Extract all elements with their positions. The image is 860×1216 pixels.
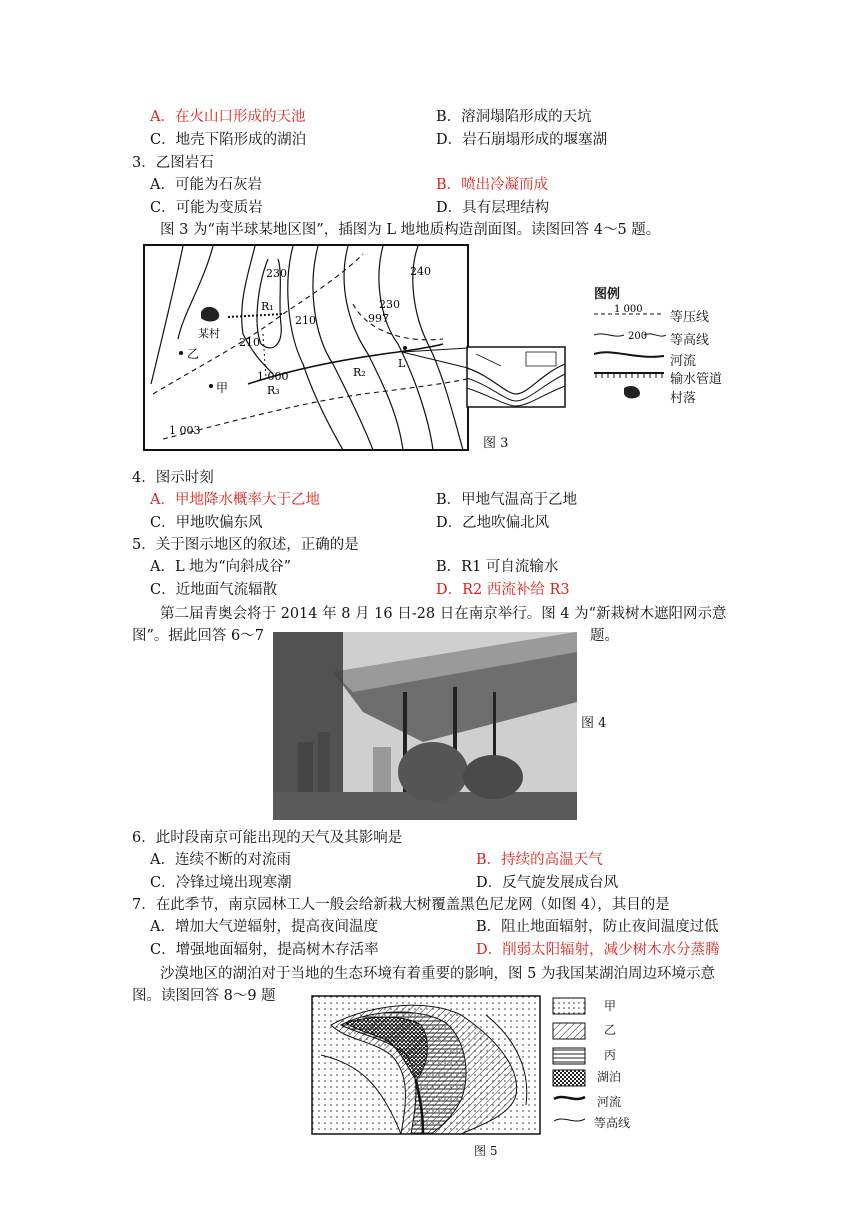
- q5-option-c: C．近地面气流辐散: [150, 582, 278, 598]
- q5-stem: 5．关于图示地区的叙述，正确的是: [132, 537, 359, 553]
- q7-option-a: A．增加大气逆辐射，提高夜间温度: [150, 919, 378, 935]
- inset-cross-section: [466, 346, 566, 408]
- label-230b: 230: [379, 298, 400, 311]
- q6-option-c: C．冷锋过境出现寒潮: [150, 875, 292, 891]
- q7-stem: 7．在此季节，南京园林工人一般会给新栽大树覆盖黑色尼龙网（如图 4），其目的是: [132, 897, 670, 913]
- label-240: 240: [410, 265, 431, 278]
- q3-option-a: A．可能为石灰岩: [150, 177, 262, 193]
- label-1000: 1 000: [257, 370, 289, 383]
- figure-5-map: [311, 995, 541, 1135]
- q5-option-b: B．R1 可自流输水: [436, 559, 559, 575]
- intro-8-9-line1: 沙漠地区的湖泊对于当地的生态环境有着重要的影响，图 5 为我国某湖泊周边环境示意: [160, 966, 715, 982]
- label-jia: 甲: [216, 381, 229, 395]
- figure-5-caption: 图 5: [474, 1144, 498, 1158]
- intro-6-7-line2b: 题。: [590, 628, 619, 644]
- intro-6-7-line1: 第二届青奥会将于 2014 年 8 月 16 日-28 日在南京举行。图 4 为“新栽树木遮阳网示意: [160, 606, 727, 622]
- legend-jia: 甲: [604, 999, 617, 1013]
- q1-option-c: C．地壳下陷形成的湖泊: [150, 132, 307, 148]
- q6-option-d: D．反气旋发展成台风: [476, 875, 619, 891]
- fig3-legend-symbols: [594, 304, 666, 404]
- q5-option-d: D．R2 西流补给 R3: [436, 582, 570, 598]
- legend-village: 村落: [670, 391, 697, 406]
- q7-option-d: D．削弱太阳辐射，减少树木水分蒸腾: [476, 942, 720, 958]
- legend-pipeline: 输水管道: [670, 372, 723, 387]
- q1-option-a: A．在火山口形成的天池: [150, 109, 306, 125]
- intro-6-7-line2a: 图”。据此回答 6～7: [132, 628, 264, 644]
- q7-option-b: B．阻止地面辐射，防止夜间温度过低: [476, 919, 719, 935]
- label-r3: R₃: [267, 384, 280, 397]
- label-997: 997: [368, 312, 389, 325]
- q3-stem: 3．乙图岩石: [132, 155, 214, 171]
- legend-contour: 等高线: [594, 1116, 631, 1130]
- label-230a: 230: [266, 267, 287, 280]
- q4-option-d: D．乙地吹偏北风: [436, 515, 550, 531]
- figure-4-caption: 图 4: [581, 716, 607, 731]
- label-210a: 210: [295, 314, 316, 327]
- legend-lake: 湖泊: [597, 1070, 622, 1084]
- legend-yi: 乙: [604, 1023, 617, 1037]
- q5-option-a: A．L 地为“向斜成谷”: [150, 559, 292, 575]
- legend-river: 河流: [597, 1095, 622, 1109]
- legend-isobar: 等压线: [670, 310, 710, 325]
- q3-option-c: C．可能为变质岩: [150, 200, 263, 216]
- label-r2: R₂: [353, 366, 366, 379]
- legend-sample-contour: 200: [628, 331, 648, 342]
- q7-option-c: C．增强地面辐射，提高树木存活率: [150, 942, 379, 958]
- legend-bing: 丙: [604, 1048, 617, 1062]
- q6-stem: 6．此时段南京可能出现的天气及其影响是: [132, 830, 403, 846]
- q1-option-b: B．溶洞塌陷形成的天坑: [436, 109, 592, 125]
- label-village: 某村: [198, 327, 220, 340]
- label-210b: 210: [239, 336, 260, 349]
- legend-contour: 等高线: [670, 333, 710, 348]
- q4-option-b: B．甲地气温高于乙地: [436, 492, 578, 508]
- fig5-legend-swatches: [552, 996, 588, 1130]
- q6-option-a: A．连续不断的对流雨: [150, 852, 291, 868]
- q4-option-a: A．甲地降水概率大于乙地: [150, 492, 320, 508]
- legend-sample-isobar: 1 000: [614, 304, 643, 315]
- label-l: L: [398, 357, 406, 370]
- figure-3-caption: 图 3: [483, 436, 509, 451]
- q3-option-b: B．喷出冷凝而成: [436, 177, 549, 193]
- label-1003: 1 003: [169, 424, 201, 437]
- q3-option-d: D．具有层理结构: [436, 200, 550, 216]
- q4-option-c: C．甲地吹偏东风: [150, 515, 263, 531]
- photo-scene: [273, 632, 577, 820]
- legend-river: 河流: [670, 354, 697, 369]
- intro-8-9-line2: 图。读图回答 8～9 题: [132, 988, 276, 1004]
- label-r1: R₁: [261, 300, 274, 313]
- q1-option-d: D．岩石崩塌形成的堰塞湖: [436, 132, 608, 148]
- intro-4-5: 图 3 为“南半球某地区图”，插图为 L 地地质构造剖面图。读图回答 4～5 题。: [160, 222, 661, 238]
- q4-stem: 4．图示时刻: [132, 470, 214, 486]
- legend-title: 图例: [594, 287, 621, 302]
- q6-option-b: B．持续的高温天气: [476, 852, 603, 868]
- label-yi: 乙: [187, 347, 200, 361]
- figure-4-photo: [273, 632, 577, 820]
- leader-lines: [400, 340, 470, 370]
